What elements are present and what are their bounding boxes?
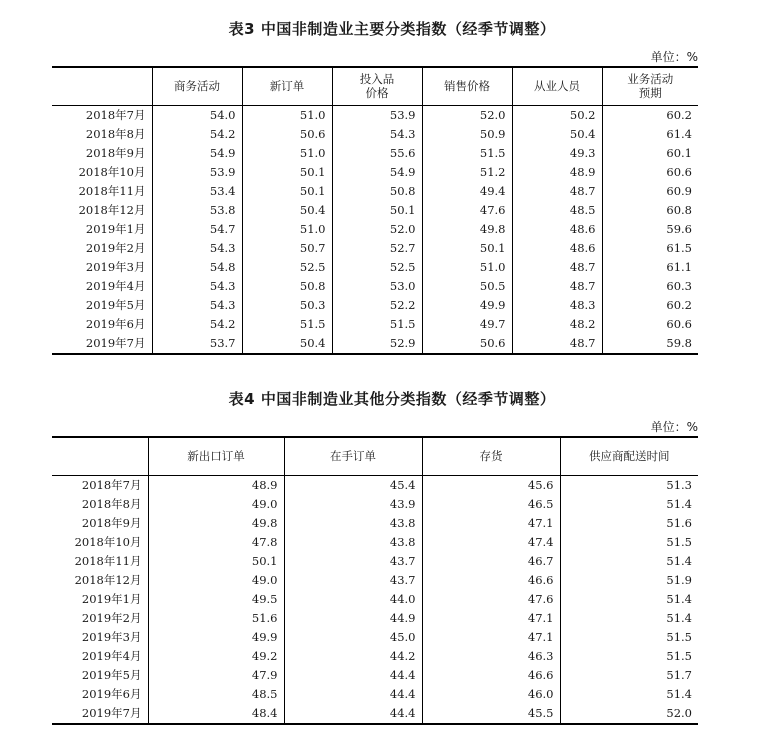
table3-unit-label: 单位：%: [650, 50, 698, 64]
row-month-label: 2019年5月: [85, 297, 146, 312]
table-cell: 43.7: [284, 571, 422, 590]
table-row: [52, 495, 698, 514]
table-cell: 50.4: [242, 201, 332, 220]
table-cell: 51.0: [422, 258, 512, 277]
row-month-label: 2018年12月: [78, 202, 146, 217]
table3-col-header: 业务活动 预期: [602, 67, 698, 105]
table-cell: 48.7: [512, 334, 602, 354]
table-row: [52, 258, 698, 277]
table-cell: 50.8: [242, 277, 332, 296]
table-cell: 44.4: [284, 666, 422, 685]
table-cell: 44.9: [284, 609, 422, 628]
table-row: [52, 239, 698, 258]
row-month-label: 2019年3月: [81, 629, 142, 644]
table-cell: 54.3: [332, 125, 422, 144]
table-cell: 46.0: [422, 685, 560, 704]
table4-header: [52, 437, 698, 475]
table-cell: 51.5: [560, 647, 698, 666]
table-cell: 54.9: [332, 163, 422, 182]
table-cell: 49.9: [148, 628, 284, 647]
row-month-label: 2019年6月: [85, 316, 146, 331]
table-row: [52, 685, 698, 704]
table-row: [52, 163, 698, 182]
table-row: [52, 533, 698, 552]
table-cell: 51.5: [560, 533, 698, 552]
table4-col-header: 供应商配送时间: [560, 437, 698, 475]
row-month-label: 2019年5月: [81, 667, 142, 682]
table-cell: 54.7: [152, 220, 242, 239]
table-cell: 60.2: [602, 105, 698, 125]
table4-body: [52, 475, 698, 724]
table-cell: 51.0: [242, 220, 332, 239]
table-cell: 46.7: [422, 552, 560, 571]
table-cell: 49.0: [148, 495, 284, 514]
table-cell: 54.0: [152, 105, 242, 125]
table-cell: 51.5: [242, 315, 332, 334]
table-cell: 50.7: [242, 239, 332, 258]
table-cell: 51.4: [560, 609, 698, 628]
table-cell: 49.8: [148, 514, 284, 533]
table-cell: 47.8: [148, 533, 284, 552]
table-row: [52, 571, 698, 590]
table-cell: 44.0: [284, 590, 422, 609]
table-cell: 48.7: [512, 258, 602, 277]
table-cell: 54.3: [152, 277, 242, 296]
table-cell: 49.7: [422, 315, 512, 334]
table-cell: 51.4: [560, 495, 698, 514]
table-cell: 53.9: [152, 163, 242, 182]
table-cell: 43.7: [284, 552, 422, 571]
table-cell: 59.6: [602, 220, 698, 239]
table-cell: 49.8: [422, 220, 512, 239]
row-month-label: 2019年3月: [85, 259, 146, 274]
table-cell: 50.8: [332, 182, 422, 201]
table-cell: 51.0: [242, 144, 332, 163]
table-row: [52, 647, 698, 666]
table-cell: 48.6: [512, 220, 602, 239]
table-cell: 45.5: [422, 704, 560, 724]
table-row: [52, 144, 698, 163]
table-cell: 48.3: [512, 296, 602, 315]
table-cell: 50.4: [242, 334, 332, 354]
table-cell: 50.3: [242, 296, 332, 315]
row-month-label: 2018年8月: [85, 126, 146, 141]
table4-col-header: [52, 437, 148, 475]
table4-title: 表4 中国非制造业其他分类指数（经季节调整）: [228, 390, 556, 408]
table-row: [52, 666, 698, 685]
table-cell: 51.4: [560, 685, 698, 704]
table-cell: 48.5: [148, 685, 284, 704]
table-cell: 48.9: [512, 163, 602, 182]
table-cell: 53.0: [332, 277, 422, 296]
table-cell: 51.9: [560, 571, 698, 590]
main-indices-table: [52, 66, 698, 355]
table-cell: 47.6: [422, 201, 512, 220]
table-cell: 50.6: [422, 334, 512, 354]
table-cell: 48.2: [512, 315, 602, 334]
table-row: [52, 704, 698, 724]
table-cell: 51.0: [242, 105, 332, 125]
table-cell: 47.1: [422, 628, 560, 647]
table3-col-header: [52, 67, 152, 105]
table4-col-header: 新出口订单: [148, 437, 284, 475]
table-cell: 52.0: [422, 105, 512, 125]
row-month-label: 2019年7月: [52, 334, 152, 354]
table-cell: 46.3: [422, 647, 560, 666]
table-row: [52, 590, 698, 609]
table3-body: [52, 105, 698, 354]
table3-col-header: 从业人员: [512, 67, 602, 105]
table-cell: 60.9: [602, 182, 698, 201]
table-row: [52, 514, 698, 533]
table-row: [52, 609, 698, 628]
table-cell: 60.2: [602, 296, 698, 315]
table3-col-header: 销售价格: [422, 67, 512, 105]
table-cell: 48.5: [512, 201, 602, 220]
table-cell: 45.4: [284, 475, 422, 495]
table-cell: 49.2: [148, 647, 284, 666]
table-row: [52, 628, 698, 647]
table-cell: 61.1: [602, 258, 698, 277]
table-cell: 47.4: [422, 533, 560, 552]
table4-col-header: 存货: [422, 437, 560, 475]
table-cell: 46.6: [422, 571, 560, 590]
table-cell: 47.1: [422, 514, 560, 533]
table-cell: 45.6: [422, 475, 560, 495]
table-row: [52, 220, 698, 239]
table-cell: 49.9: [422, 296, 512, 315]
row-month-label: 2019年7月: [52, 704, 148, 724]
table-cell: 50.2: [512, 105, 602, 125]
table-cell: 44.2: [284, 647, 422, 666]
table-cell: 51.5: [332, 315, 422, 334]
table4-col-header: 在手订单: [284, 437, 422, 475]
table-cell: 50.1: [422, 239, 512, 258]
table-cell: 51.7: [560, 666, 698, 685]
table-row: [52, 182, 698, 201]
row-month-label: 2018年12月: [74, 572, 142, 587]
table3-header-row: [52, 67, 698, 105]
table-cell: 52.9: [332, 334, 422, 354]
table-cell: 51.6: [560, 514, 698, 533]
table-cell: 51.6: [148, 609, 284, 628]
table-cell: 50.1: [242, 163, 332, 182]
row-month-label: 2018年10月: [78, 164, 146, 179]
table-cell: 48.6: [512, 239, 602, 258]
table-cell: 52.2: [332, 296, 422, 315]
table-cell: 60.6: [602, 315, 698, 334]
table-cell: 60.6: [602, 163, 698, 182]
table-cell: 61.4: [602, 125, 698, 144]
table-cell: 46.5: [422, 495, 560, 514]
table-cell: 53.8: [152, 201, 242, 220]
table-cell: 50.1: [242, 182, 332, 201]
table-cell: 51.5: [422, 144, 512, 163]
table-cell: 44.4: [284, 685, 422, 704]
table-cell: 47.9: [148, 666, 284, 685]
table-cell: 51.5: [560, 628, 698, 647]
table-row: [52, 475, 698, 495]
table-cell: 59.8: [602, 334, 698, 354]
table-cell: 53.9: [332, 105, 422, 125]
table-row: [52, 125, 698, 144]
table-cell: 46.6: [422, 666, 560, 685]
row-month-label: 2018年10月: [74, 534, 142, 549]
table-cell: 53.7: [152, 334, 242, 354]
table-cell: 47.1: [422, 609, 560, 628]
table-row: [52, 334, 698, 354]
table-cell: 54.2: [152, 315, 242, 334]
table-cell: 50.1: [332, 201, 422, 220]
row-month-label: 2019年1月: [85, 221, 146, 236]
table-cell: 51.4: [560, 552, 698, 571]
table-cell: 54.3: [152, 296, 242, 315]
table-cell: 54.9: [152, 144, 242, 163]
table-cell: 43.8: [284, 533, 422, 552]
table-cell: 48.7: [512, 277, 602, 296]
row-month-label: 2018年11月: [78, 183, 146, 198]
table-cell: 50.1: [148, 552, 284, 571]
table3-col-header: 投入品 价格: [332, 67, 422, 105]
table3-header: [52, 67, 698, 105]
table-row: [52, 201, 698, 220]
table-cell: 43.9: [284, 495, 422, 514]
table-cell: 43.8: [284, 514, 422, 533]
table-cell: 50.6: [242, 125, 332, 144]
row-month-label: 2019年2月: [85, 240, 146, 255]
table-cell: 54.3: [152, 239, 242, 258]
table-cell: 50.4: [512, 125, 602, 144]
table-cell: 53.4: [152, 182, 242, 201]
table-cell: 52.5: [242, 258, 332, 277]
table-cell: 60.8: [602, 201, 698, 220]
table3-col-header: 商务活动: [152, 67, 242, 105]
table-cell: 51.2: [422, 163, 512, 182]
table-cell: 49.4: [422, 182, 512, 201]
other-indices-table: [52, 436, 698, 725]
row-month-label: 2018年7月: [85, 107, 146, 122]
row-month-label: 2018年7月: [81, 477, 142, 492]
table-cell: 54.8: [152, 258, 242, 277]
row-month-label: 2018年9月: [81, 515, 142, 530]
table-cell: 48.9: [148, 475, 284, 495]
table-cell: 61.5: [602, 239, 698, 258]
table-cell: 51.4: [560, 590, 698, 609]
table-cell: 47.6: [422, 590, 560, 609]
table-cell: 52.0: [332, 220, 422, 239]
row-month-label: 2018年8月: [81, 496, 142, 511]
row-month-label: 2019年1月: [81, 591, 142, 606]
table-cell: 52.0: [560, 704, 698, 724]
table-cell: 51.3: [560, 475, 698, 495]
table-row: [52, 105, 698, 125]
table-cell: 60.3: [602, 277, 698, 296]
table-cell: 49.5: [148, 590, 284, 609]
table-cell: 48.4: [148, 704, 284, 724]
table-cell: 49.3: [512, 144, 602, 163]
table-row: [52, 315, 698, 334]
table-cell: 55.6: [332, 144, 422, 163]
table3-title: 表3 中国非制造业主要分类指数（经季节调整）: [228, 20, 556, 38]
row-month-label: 2018年11月: [74, 553, 142, 568]
table-row: [52, 552, 698, 571]
table-row: [52, 296, 698, 315]
row-month-label: 2019年4月: [81, 648, 142, 663]
row-month-label: 2019年2月: [81, 610, 142, 625]
table-cell: 50.9: [422, 125, 512, 144]
table-cell: 48.7: [512, 182, 602, 201]
table4-header-row: [52, 437, 698, 475]
table-cell: 52.7: [332, 239, 422, 258]
table-cell: 45.0: [284, 628, 422, 647]
row-month-label: 2019年6月: [81, 686, 142, 701]
row-month-label: 2019年4月: [85, 278, 146, 293]
table-cell: 52.5: [332, 258, 422, 277]
table-cell: 49.0: [148, 571, 284, 590]
table-row: [52, 277, 698, 296]
table-cell: 44.4: [284, 704, 422, 724]
table4-unit-label: 单位：%: [650, 420, 698, 434]
table-cell: 50.5: [422, 277, 512, 296]
table3-col-header: 新订单: [242, 67, 332, 105]
table-cell: 54.2: [152, 125, 242, 144]
table-cell: 60.1: [602, 144, 698, 163]
row-month-label: 2018年9月: [85, 145, 146, 160]
